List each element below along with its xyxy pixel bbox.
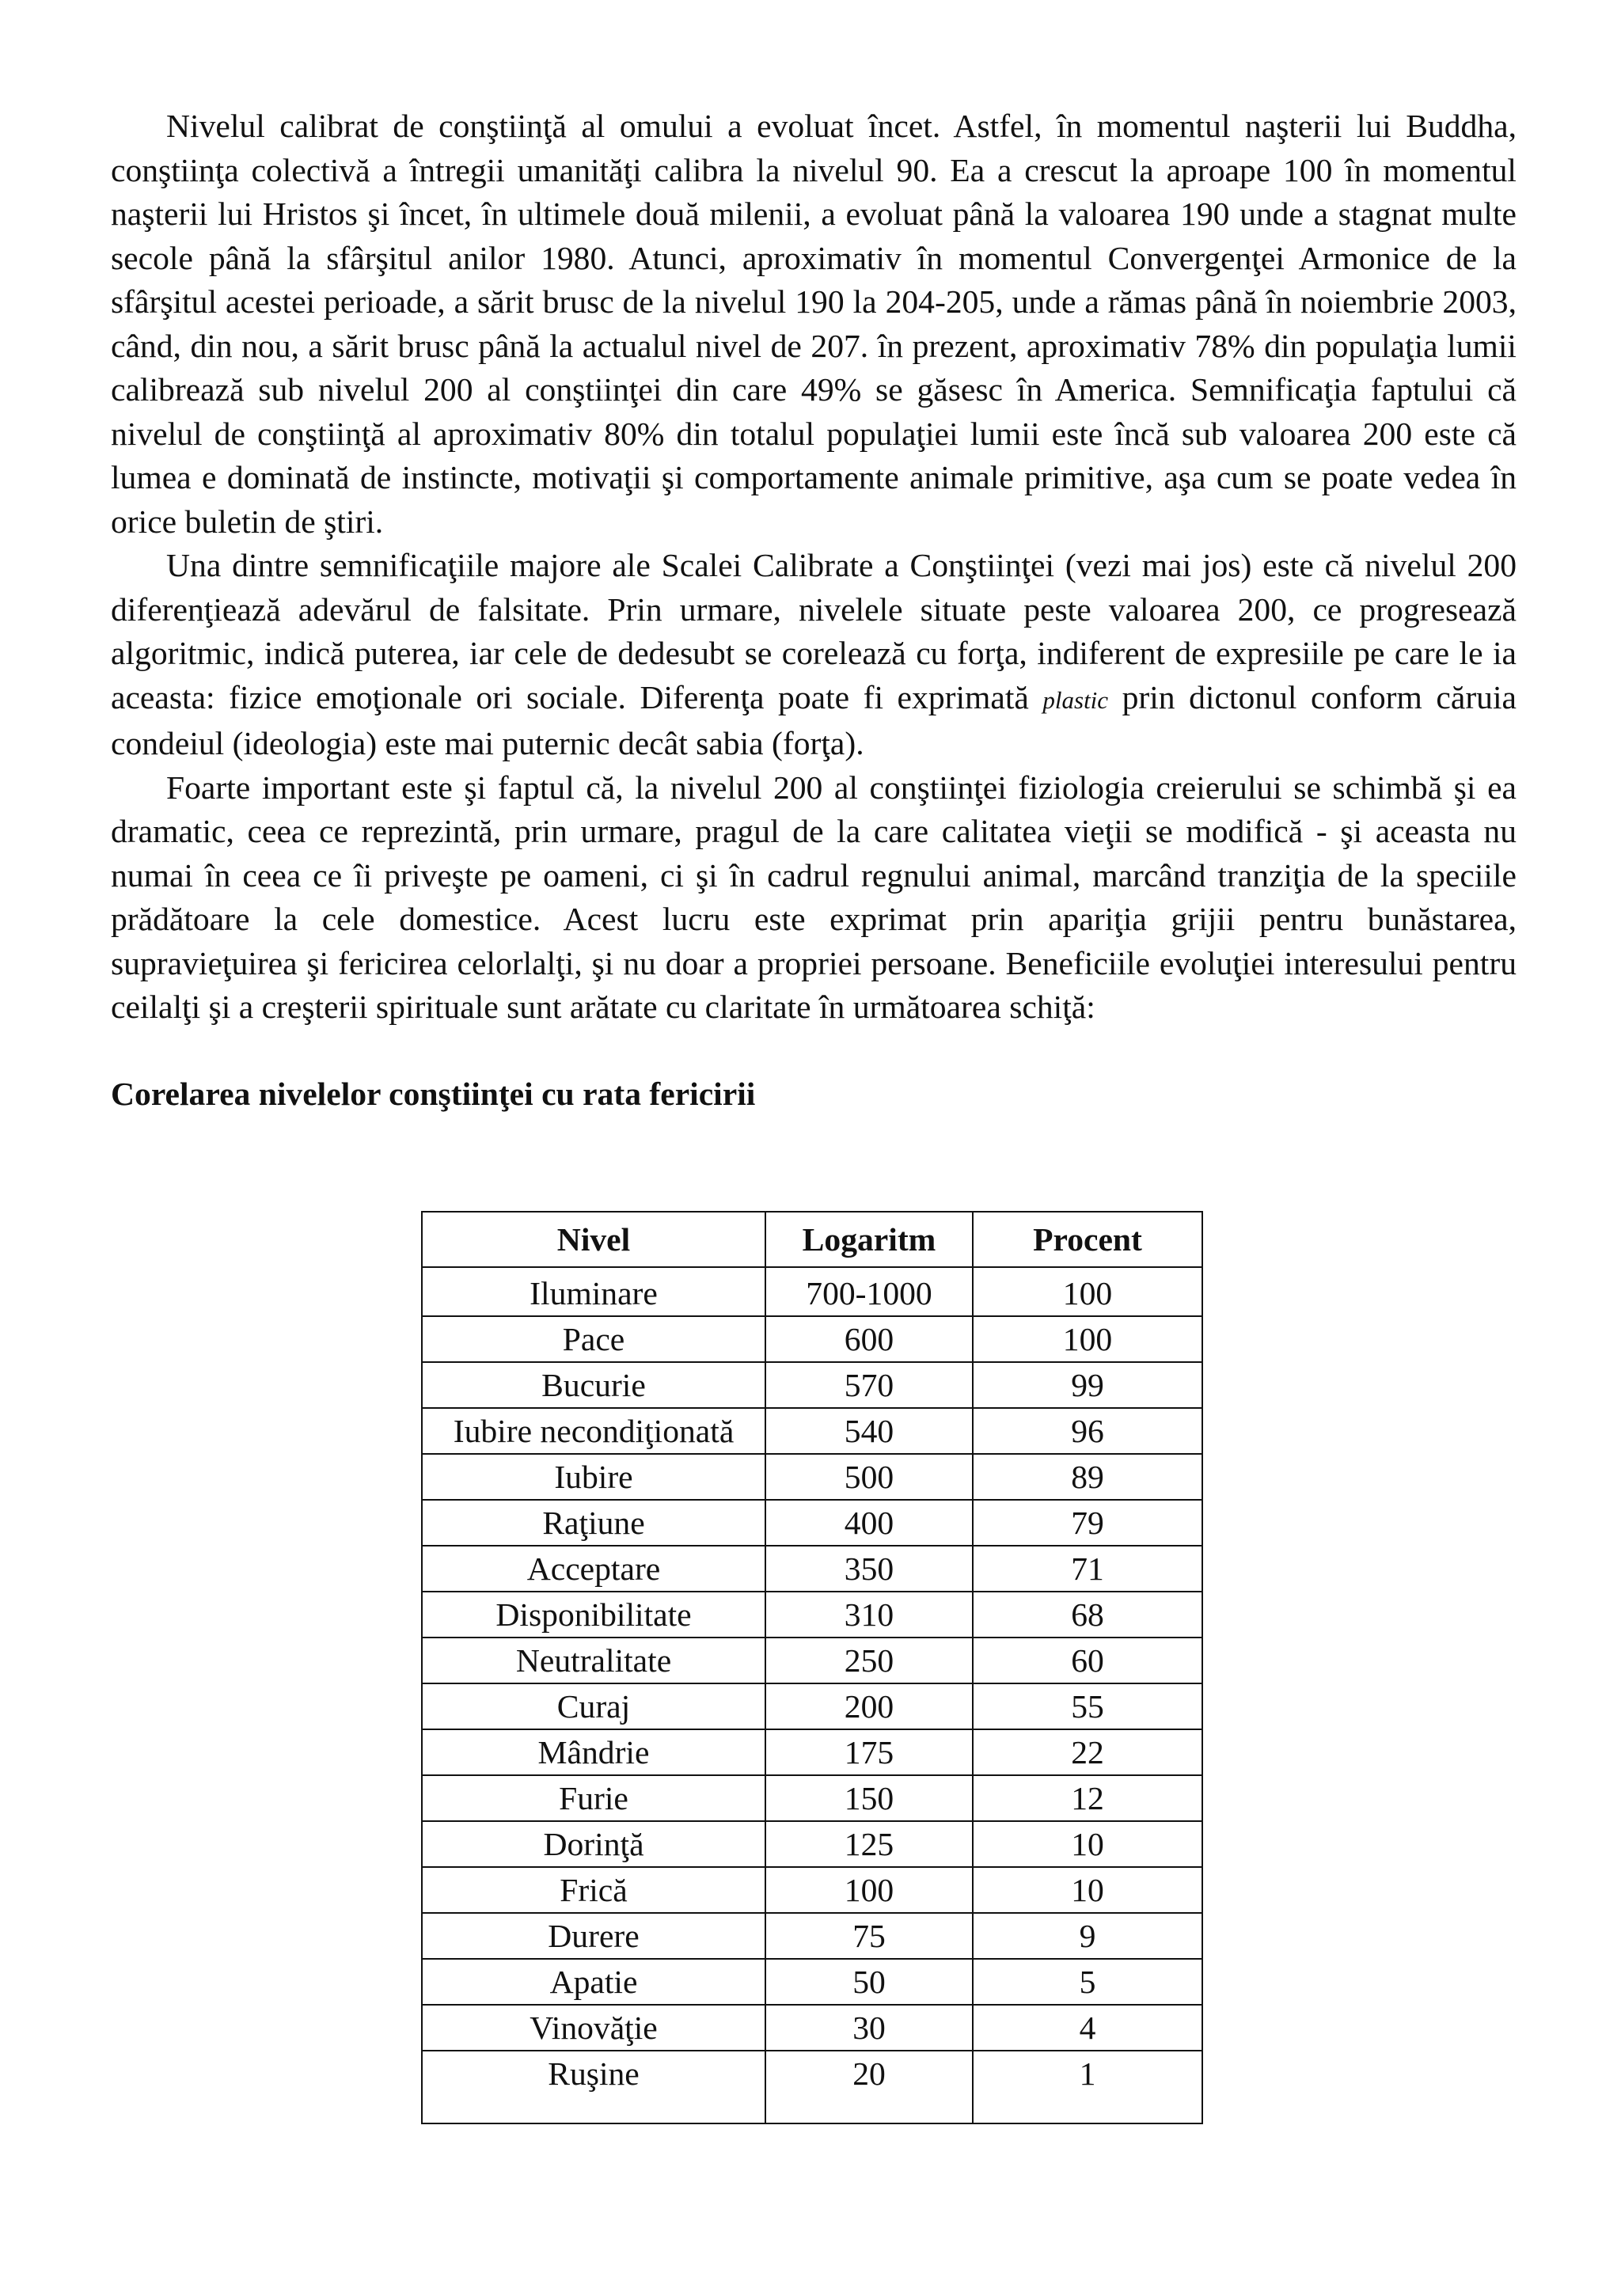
cell-logaritm: 200 bbox=[765, 1683, 973, 1729]
cell-procent: 10 bbox=[973, 1821, 1202, 1867]
cell-nivel: Raţiune bbox=[422, 1500, 765, 1546]
cell-logaritm: 500 bbox=[765, 1454, 973, 1500]
cell-nivel: Frică bbox=[422, 1867, 765, 1913]
cell-logaritm: 30 bbox=[765, 2005, 973, 2051]
cell-nivel: Vinovăţie bbox=[422, 2005, 765, 2051]
cell-procent: 60 bbox=[973, 1638, 1202, 1683]
cell-logaritm: 50 bbox=[765, 1959, 973, 2005]
cell-nivel: Apatie bbox=[422, 1959, 765, 2005]
paragraph-1: Nivelul calibrat de conştiinţă al omului a evoluat încet. Astfel, în momentul naşterii lui Buddha, conştiinţa colectivă a întregii umanităţi calibra la nivelul 90. Ea a crescut la aproape 100 în momentul naşterii lui Hristos şi încet, în ultimele două milenii, a evoluat până la valoarea 190 unde a stagnat multe secole până la sfârşitul anilor 1980. Atunci, aproximativ în momentul Convergenţei Armonice de la sfârşitul acestei perioade, a sărit brusc de la nivelul 190 la 204-205, unde a rămas până în noiembrie 2003, când, din nou, a sărit brusc până la actualul nivel de 207. în prezent, aproximativ 78% din populaţia lumii calibrează sub nivelul 200 al conştiinţei din care 49% se găsesc în America. Semnificaţia faptului că nivelul de conştiinţă al aproximativ 80% din totalul populaţiei lumii este încă sub valoarea 200 este că lumea e dominată de instincte, motivaţii şi comportamente animale primitive, aşa cum se poate vedea în orice buletin de ştiri. bbox=[111, 108, 1517, 540]
cell-procent: 5 bbox=[973, 1959, 1202, 2005]
table-row bbox=[422, 1592, 1202, 1638]
cell-logaritm: 20 bbox=[765, 2051, 973, 2123]
cell-procent: 4 bbox=[973, 2005, 1202, 2051]
cell-logaritm: 310 bbox=[765, 1592, 973, 1638]
table-row bbox=[422, 1316, 1202, 1362]
cell-procent: 22 bbox=[973, 1729, 1202, 1775]
cell-procent: 12 bbox=[973, 1775, 1202, 1821]
cell-nivel: Durere bbox=[422, 1913, 765, 1959]
cell-logaritm: 75 bbox=[765, 1913, 973, 1959]
cell-procent: 68 bbox=[973, 1592, 1202, 1638]
cell-nivel: Curaj bbox=[422, 1683, 765, 1729]
document-page bbox=[111, 104, 1517, 1116]
cell-nivel: Furie bbox=[422, 1775, 765, 1821]
table-row bbox=[422, 2051, 1202, 2123]
paragraph-2-text-b: prin dictonul conform căruia condeiul (ideologia) este mai puternic decât sabia (forţa). bbox=[111, 678, 1517, 761]
cell-logaritm: 570 bbox=[765, 1362, 973, 1408]
table-row bbox=[422, 1913, 1202, 1959]
cell-procent: 100 bbox=[973, 1267, 1202, 1316]
paragraph-2-text-a: Una dintre semnificaţiile majore ale Scalei Calibrate a Conştiinţei (vezi mai jos) este că nivelul 200 diferenţiează adevărul de falsitate. Prin urmare, nivelele situate peste valoarea 200, ce progresează algoritmic, indică puterea, iar cele de dedesubt se corelează cu forţa, indiferent de expresiile pe care le ia aceasta: fizice emoţionale ori sociale. Diferenţa poate fi exprimată bbox=[111, 547, 1517, 715]
table-row bbox=[422, 1362, 1202, 1408]
cell-procent: 55 bbox=[973, 1683, 1202, 1729]
table-row bbox=[422, 1959, 1202, 2005]
cell-nivel: Pace bbox=[422, 1316, 765, 1362]
table-row bbox=[422, 1267, 1202, 1316]
cell-procent: 99 bbox=[973, 1362, 1202, 1408]
cell-procent: 89 bbox=[973, 1454, 1202, 1500]
table-row bbox=[422, 1683, 1202, 1729]
cell-nivel: Bucurie bbox=[422, 1362, 765, 1408]
table-row bbox=[422, 1821, 1202, 1867]
table-header-row bbox=[422, 1212, 1202, 1267]
cell-nivel: Ruşine bbox=[422, 2051, 765, 2123]
cell-logaritm: 150 bbox=[765, 1775, 973, 1821]
table-row bbox=[422, 2005, 1202, 2051]
cell-nivel: Dorinţă bbox=[422, 1821, 765, 1867]
cell-logaritm: 175 bbox=[765, 1729, 973, 1775]
paragraph-2-small-word: plastic bbox=[1042, 685, 1109, 714]
cell-nivel: Neutralitate bbox=[422, 1638, 765, 1683]
cell-procent: 96 bbox=[973, 1408, 1202, 1454]
column-header-logaritm: Logaritm bbox=[765, 1212, 973, 1267]
table-row bbox=[422, 1546, 1202, 1592]
cell-logaritm: 250 bbox=[765, 1638, 973, 1683]
table-row bbox=[422, 1775, 1202, 1821]
cell-nivel: Acceptare bbox=[422, 1546, 765, 1592]
cell-logaritm: 400 bbox=[765, 1500, 973, 1546]
cell-nivel: Iubire necondiţionată bbox=[422, 1408, 765, 1454]
cell-procent: 1 bbox=[973, 2051, 1202, 2123]
cell-procent: 79 bbox=[973, 1500, 1202, 1546]
cell-procent: 71 bbox=[973, 1546, 1202, 1592]
cell-nivel: Iluminare bbox=[422, 1267, 765, 1316]
cell-procent: 100 bbox=[973, 1316, 1202, 1362]
column-header-nivel: Nivel bbox=[422, 1212, 765, 1267]
column-header-procent: Procent bbox=[973, 1212, 1202, 1267]
paragraph-3: Foarte important este şi faptul că, la nivelul 200 al conştiinţei fiziologia creierului se schimbă şi ea dramatic, ceea ce reprezintă, prin urmare, pragul de la care calitatea vieţii se modifică - şi aceasta nu numai în ceea ce îi priveşte pe oameni, ci şi în cadrul regnului animal, marcând tranziţia de la speciile prădătoare la cele domestice. Acest lucru este exprimat prin apariţia grijii pentru bunăstarea, supravieţuirea şi fericirea celorlalţi, şi nu doar a propriei persoane. Beneficiile evoluţiei interesului pentru ceilalţi şi a creşterii spirituale sunt arătate cu claritate în următoarea schiţă: bbox=[111, 768, 1517, 1025]
cell-procent: 9 bbox=[973, 1913, 1202, 1959]
paragraph-2 bbox=[111, 544, 1517, 766]
table-row bbox=[422, 1454, 1202, 1500]
cell-logaritm: 600 bbox=[765, 1316, 973, 1362]
table-row bbox=[422, 1638, 1202, 1683]
section-title: Corelarea nivelelor conştiinţei cu rata fericirii bbox=[111, 1075, 756, 1112]
table-row bbox=[422, 1867, 1202, 1913]
table-row bbox=[422, 1729, 1202, 1775]
cell-nivel: Mândrie bbox=[422, 1729, 765, 1775]
cell-nivel: Iubire bbox=[422, 1454, 765, 1500]
happiness-table bbox=[421, 1211, 1203, 2124]
cell-logaritm: 125 bbox=[765, 1821, 973, 1867]
table-row bbox=[422, 1500, 1202, 1546]
cell-procent: 10 bbox=[973, 1867, 1202, 1913]
cell-logaritm: 700-1000 bbox=[765, 1267, 973, 1316]
cell-logaritm: 100 bbox=[765, 1867, 973, 1913]
cell-nivel: Disponibilitate bbox=[422, 1592, 765, 1638]
cell-logaritm: 540 bbox=[765, 1408, 973, 1454]
cell-logaritm: 350 bbox=[765, 1546, 973, 1592]
table-row bbox=[422, 1408, 1202, 1454]
